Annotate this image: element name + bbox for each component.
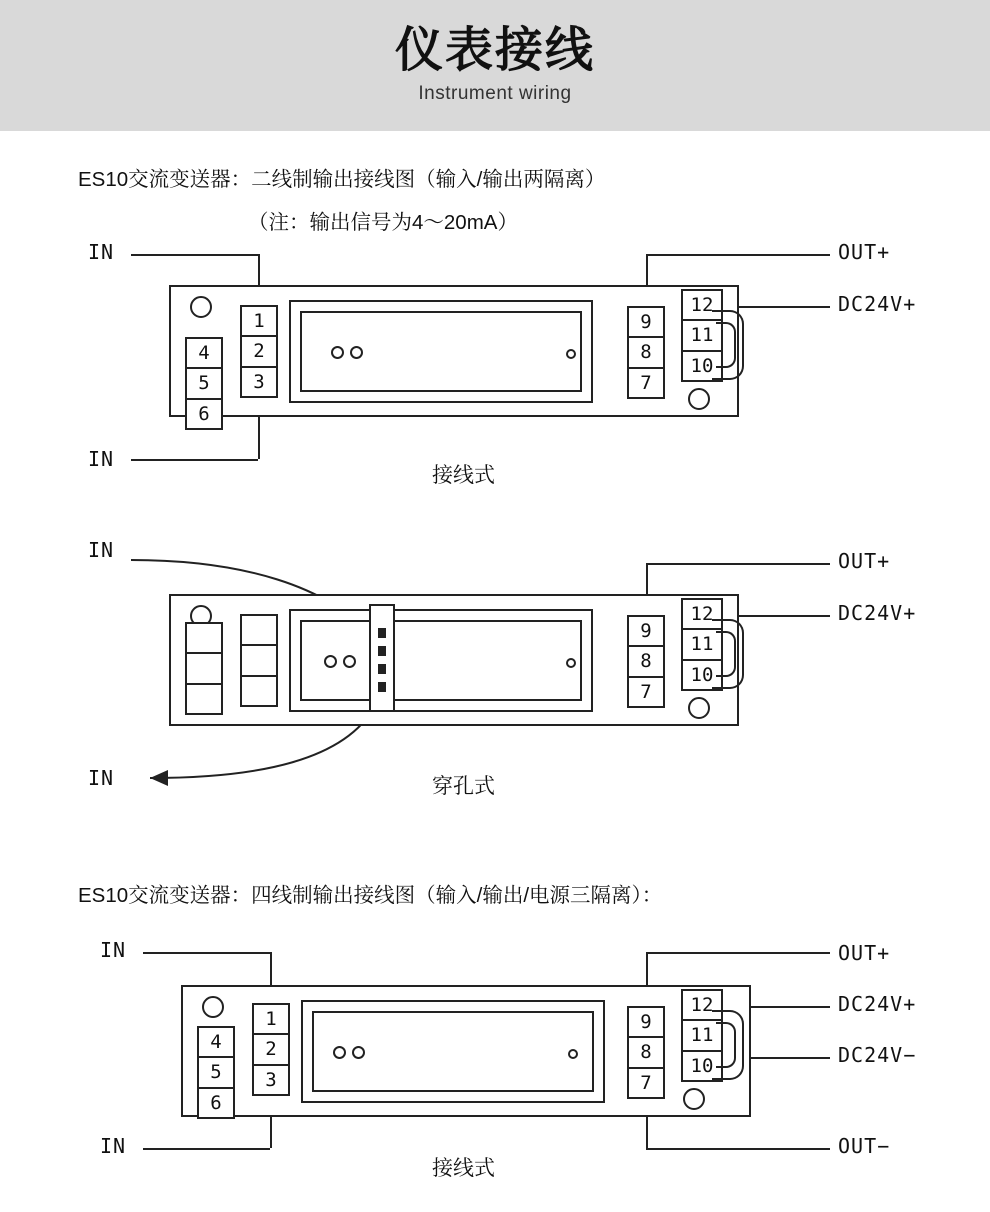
diagram1-terminal-5: 5 [187, 369, 221, 399]
diagram3-screw-right [683, 1088, 705, 1110]
diagram3-terminal-1: 1 [254, 1005, 288, 1035]
diagram1-terminal-10: 10 [690, 354, 714, 377]
diagram3-wire-out-minus-h [646, 1148, 830, 1150]
diagram2-terminal-7: 7 [640, 680, 652, 703]
diagram2-label-in-bottom: IN [88, 766, 115, 790]
diagram3-terminal-12: 12 [683, 991, 721, 1021]
diagram1-terminal-2: 2 [242, 337, 276, 367]
diagram3-terminal-9: 9 [629, 1008, 663, 1038]
diagram3-terminal-10: 10 [690, 1054, 714, 1077]
diagram2-terminal-9: 9 [629, 617, 663, 647]
diagram1-terminal-12: 12 [683, 291, 721, 321]
diagram1-label-out-plus: OUT+ [838, 240, 891, 264]
diagram1-label-dc24v-plus: DC24V+ [838, 292, 917, 316]
diagram1-terminal-11: 11 [683, 321, 721, 351]
diagram3-label-out-plus: OUT+ [838, 941, 891, 965]
diagram1-terminal-7: 7 [640, 371, 652, 394]
diagram2-label-dc24v-plus: DC24V+ [838, 601, 917, 625]
diagram3-screw-left [202, 996, 224, 1018]
diagram3-wire-in-top-h [143, 952, 270, 954]
diagram3-indicator-dot-1 [333, 1046, 346, 1059]
diagram2-label-in-top: IN [88, 538, 115, 562]
diagram1-terminal-8: 8 [629, 338, 663, 368]
page-subtitle: Instrument wiring [418, 82, 572, 104]
diagram3-label-in-bottom: IN [100, 1134, 127, 1158]
diagram3-terminal-7: 7 [640, 1071, 652, 1094]
diagram2-label-out-plus: OUT+ [838, 549, 891, 573]
diagram1-label-in-top: IN [88, 240, 115, 264]
diagram3-terminal-6: 6 [210, 1091, 222, 1114]
diagram3-label-dc24v-plus: DC24V+ [838, 992, 917, 1016]
page-title: 仪表接线 [394, 24, 595, 78]
diagram2-type-label: 穿孔式 [432, 775, 495, 798]
diagram1-label-in-bottom: IN [88, 447, 115, 471]
diagram3-label-out-minus: OUT− [838, 1134, 891, 1158]
diagram3-terminal-4: 4 [199, 1028, 233, 1058]
section-two-wire-caption-line2: （注：输出信号为4～20mA） [248, 211, 518, 234]
diagram3-indicator-dot-2 [352, 1046, 365, 1059]
diagram3-terminal-5: 5 [199, 1058, 233, 1088]
diagram3-terminal-3: 3 [265, 1068, 277, 1091]
diagram3-terminal-left-inner [252, 1003, 290, 1096]
diagram1-terminal-3: 3 [253, 370, 265, 393]
diagram3-label-in-top: IN [100, 938, 127, 962]
diagram1-terminal-6: 6 [198, 402, 210, 425]
diagram3-terminal-left-outer [197, 1026, 235, 1119]
diagram1-type-label: 接线式 [432, 464, 495, 487]
diagram3-din-clip-inner [716, 1022, 736, 1068]
diagram1-terminal-9: 9 [629, 308, 663, 338]
diagram3-label-dc24v-minus: DC24V− [838, 1043, 917, 1067]
diagram2-terminal-12: 12 [683, 600, 721, 630]
section-two-wire-caption-line1: ES10交流变送器：二线制输出接线图（输入/输出两隔离） [78, 168, 606, 191]
diagram1-terminal-4: 4 [187, 339, 221, 369]
section-four-wire-caption-line1: ES10交流变送器：四线制输出接线图（输入/输出/电源三隔离）： [78, 884, 663, 907]
diagram3-indicator-dot-3 [568, 1049, 578, 1059]
diagram2-terminal-10: 10 [690, 663, 714, 686]
diagram3-terminal-2: 2 [254, 1035, 288, 1065]
diagram2-terminal-8: 8 [629, 647, 663, 677]
diagram1-terminal-1: 1 [242, 307, 276, 337]
diagram3-terminal-11: 11 [683, 1021, 721, 1051]
diagram3-type-label: 接线式 [432, 1157, 495, 1180]
diagram3-terminal-8: 8 [629, 1038, 663, 1068]
diagram3-wire-in-bottom-h [143, 1148, 270, 1150]
diagram3-terminal-right-inner [627, 1006, 665, 1099]
diagram2-terminal-11: 11 [683, 630, 721, 660]
diagram3-wire-out-plus-h [646, 952, 830, 954]
